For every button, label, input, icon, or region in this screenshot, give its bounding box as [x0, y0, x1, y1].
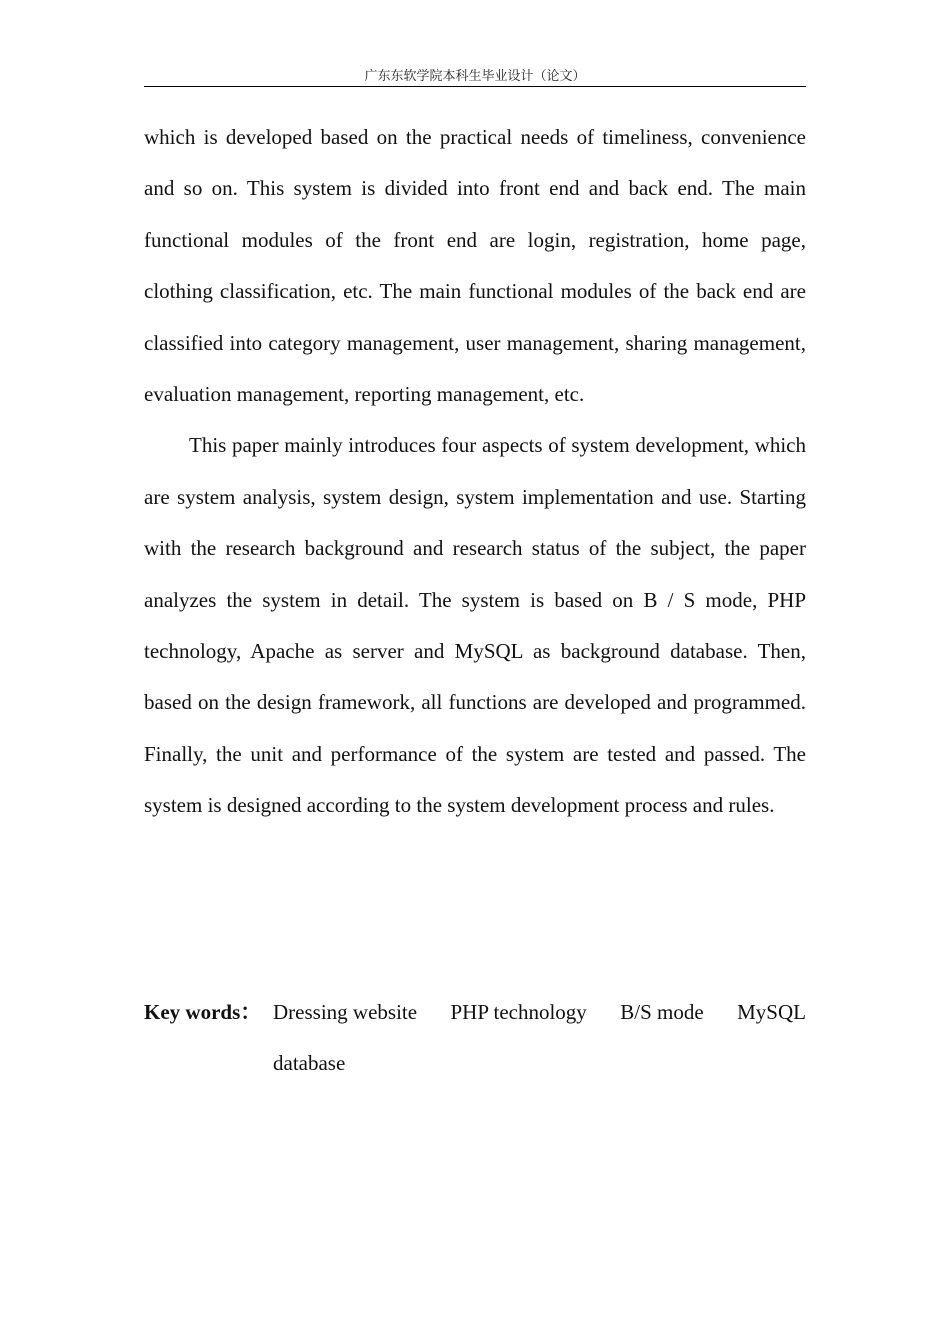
keyword-item: database: [273, 1051, 346, 1076]
page-header: 广东东软学院本科生毕业设计（论文）: [364, 68, 586, 83]
abstract-paragraph-2: This paper mainly introduces four aspects of system development, which are system analysis, system design, system implementation and use. Starting with the research background and research status of the subject, the paper analyzes the system in detail. The system is based on B / S mode, PHP technology, Apache as server and MySQL as background database. Then, based on the design framework, all functions are developed and programmed. Finally, the unit and performance of the system are tested and passed. The system is designed according to the system development process and rules.: [144, 433, 806, 818]
keyword-item: MySQL: [737, 1000, 806, 1024]
abstract-body: [144, 112, 806, 832]
keyword-item: B/S mode: [620, 1000, 704, 1024]
keyword-item: PHP technology: [450, 1000, 587, 1024]
header-rule: [144, 86, 806, 87]
keywords-section: [144, 987, 806, 1090]
keywords-list: [273, 987, 806, 1090]
abstract-paragraph-1: which is developed based on the practical needs of timeliness, convenience and so on. This system is divided into front end and back end. The main functional modules of the front end are login, registration, home page, clothing classification, etc. The main functional modules of the back end are classified into category management, user management, sharing management, evaluation management, reporting management, etc.: [144, 125, 806, 407]
keywords-label: Key words：: [144, 1000, 262, 1024]
keyword-item: Dressing website: [273, 1000, 418, 1024]
